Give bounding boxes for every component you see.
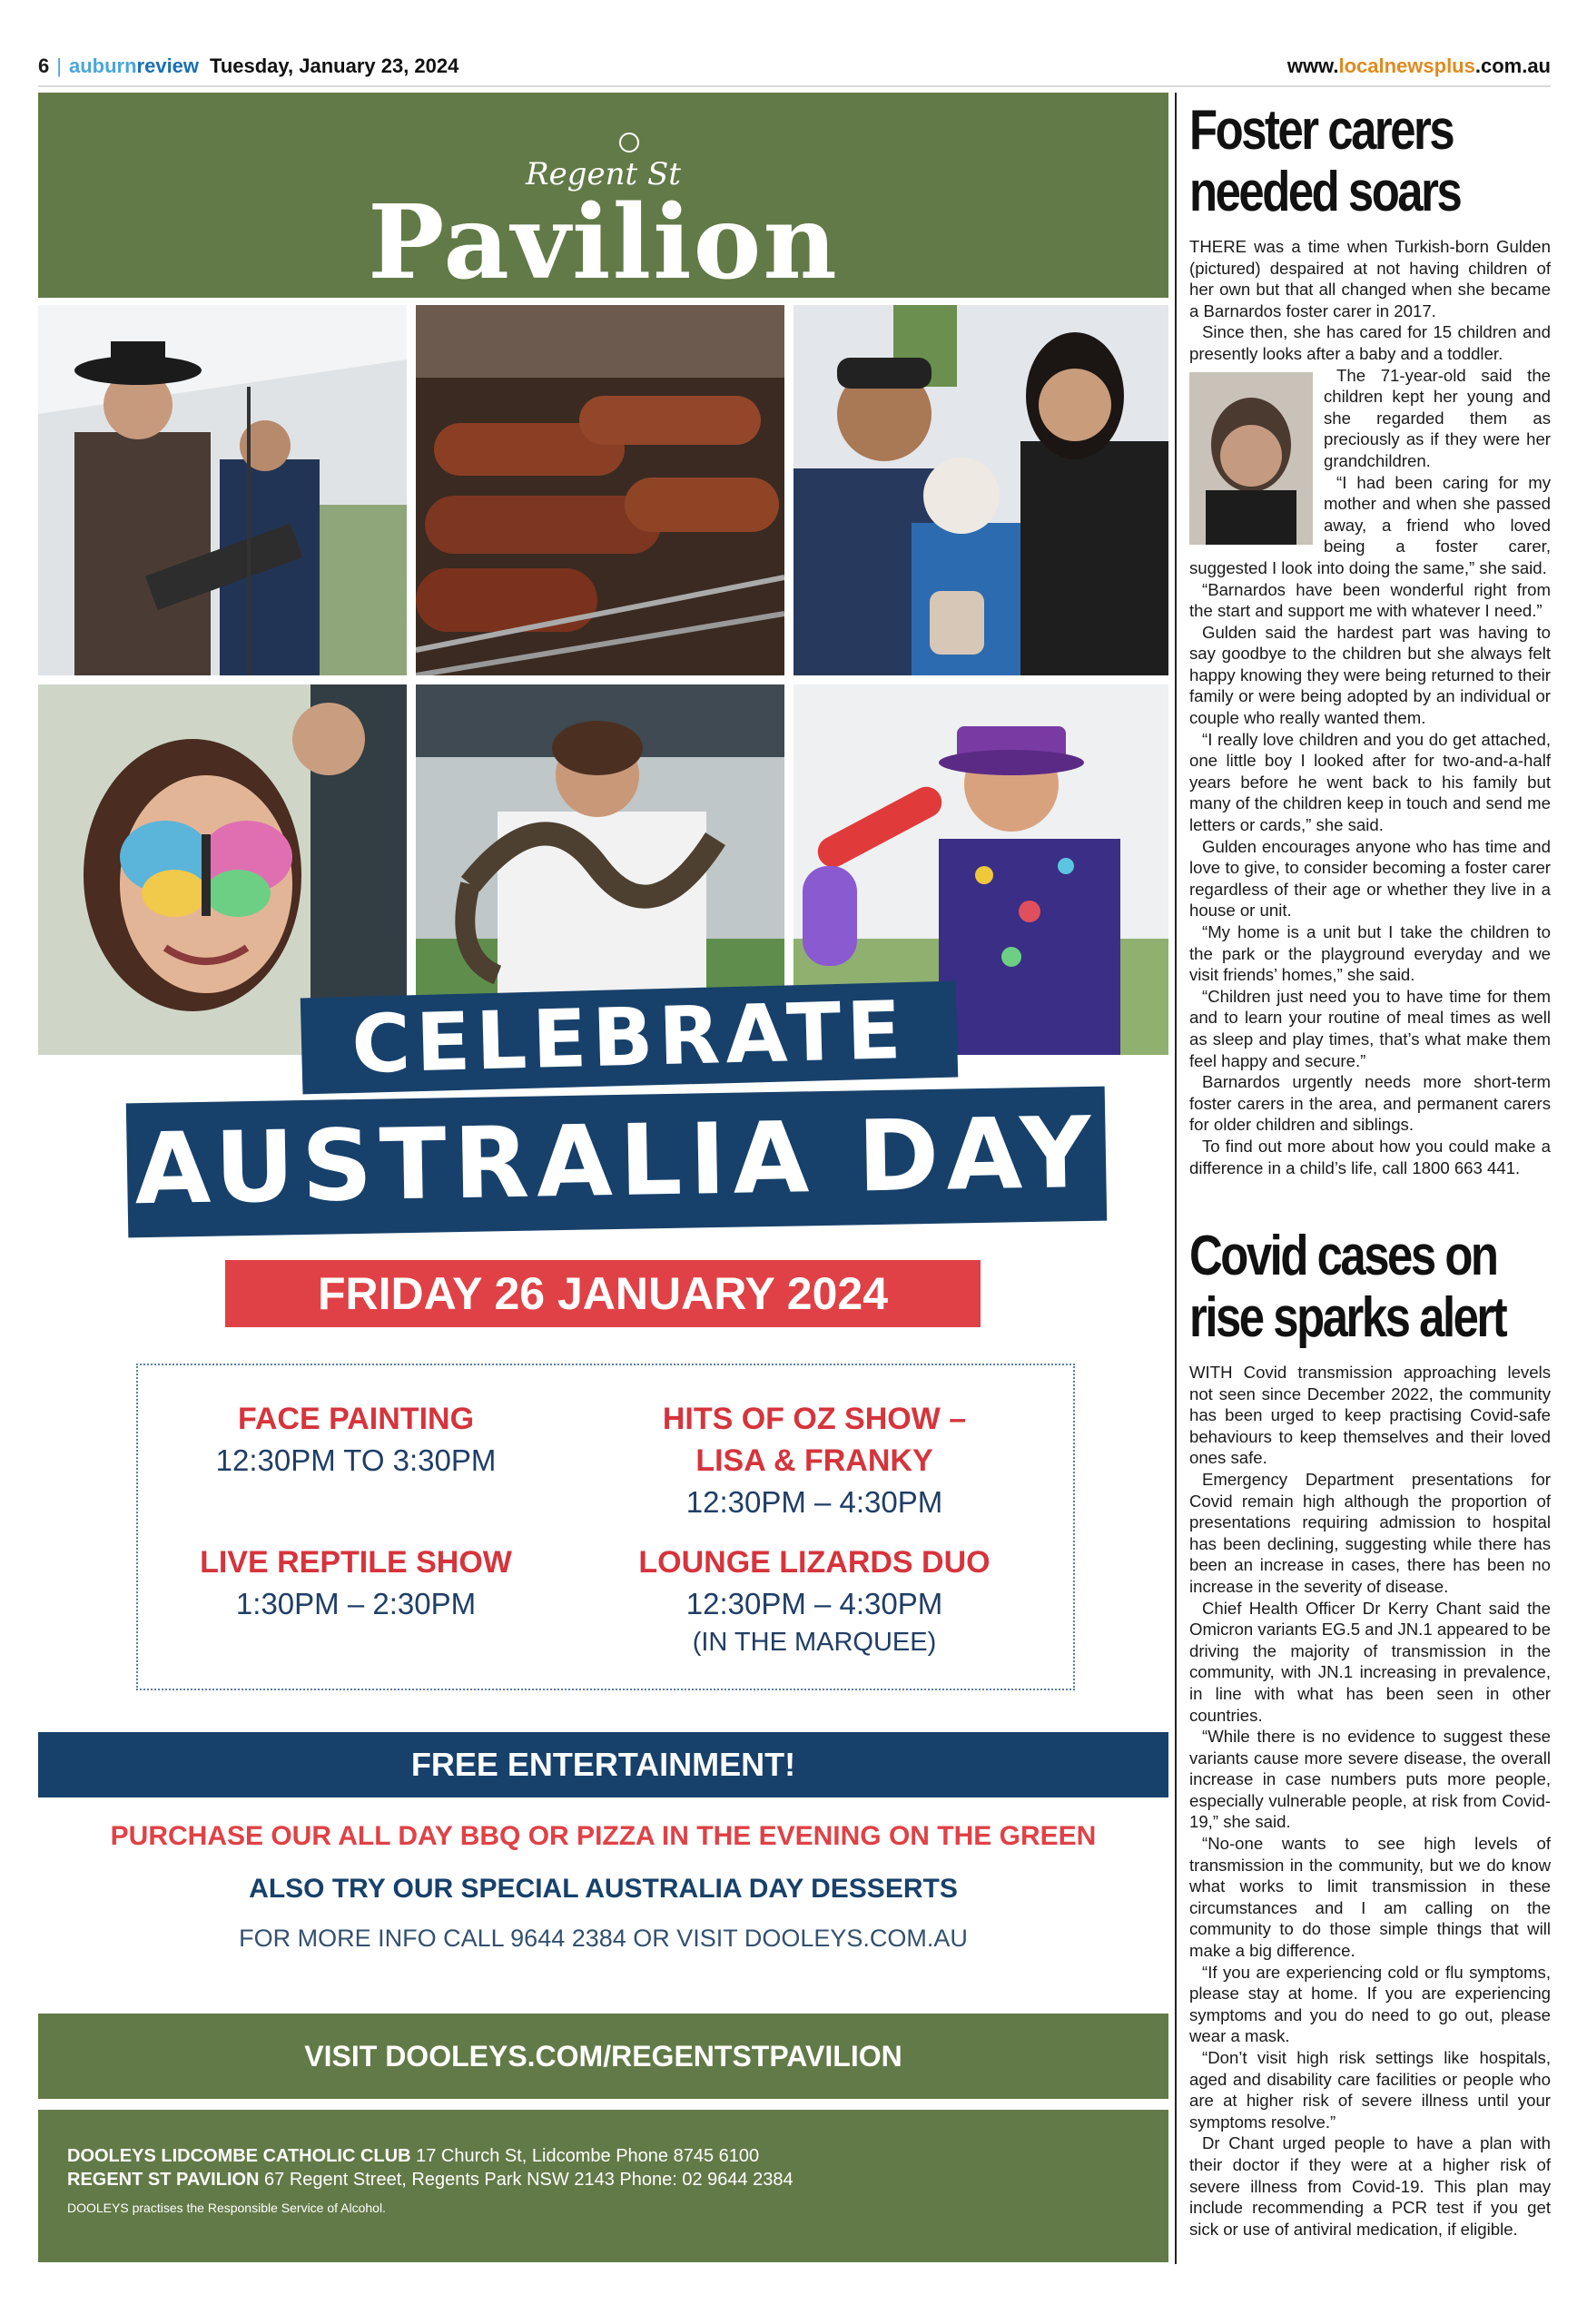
footer-club2 [67,2170,794,2191]
article-paragraph: “If you are experiencing cold or flu symptoms, please stay at home. If you are experiencing symptoms and you do need to go out, please wear a mask. [1189,1962,1551,2046]
event-face-painting [174,1398,537,1482]
club1-name: DOOLEYS LIDCOMBE CATHOLIC CLUB [67,2146,411,2166]
article-paragraph: Since then, she has cared for 15 children and presently looks after a baby and a toddler. [1189,322,1551,363]
article-paragraph: “While there is no evidence to suggest these variants cause more severe disease, the overall increase in case numbers puts more people, especially vulnerable people, at risk from Covid-19,” she said. [1189,1727,1551,1832]
advert-logo-banner [38,93,1168,302]
club2-name: REGENT ST PAVILION [67,2170,260,2190]
column-divider [1175,93,1177,2264]
article-paragraph: Chief Health Officer Dr Kerry Chant said the Omicron variants EG.5 and JN.1 appeared to be driving the majority of transmission in the community, with JN.1 increasing in prevalence, in line with what has been seen in other countries. [1189,1598,1551,1725]
event-lounge-lizards [592,1541,1037,1659]
publication-name-part2: review [136,54,200,77]
website-suffix: .com.au [1474,54,1551,77]
event-live-reptile-show [174,1541,537,1625]
article-paragraph: Gulden said the hardest part was having to say goodbye to the children but she always felt happy knowing they were being returned to their family or were being adopted by an individual or couple who really wanted them. [1189,622,1551,728]
website-highlight: localnewsplus [1338,54,1475,77]
club2-details: 67 Regent Street, Regents Park NSW 2143 Phone: 02 9644 2384 [259,2170,794,2190]
event-time: 12:30PM TO 3:30PM [215,1443,497,1477]
celebrate-headline: CELEBRATE [350,983,908,1091]
promo-contact: FOR MORE INFO CALL 9644 2384 OR VISIT DOOLEYS.COM.AU [239,1925,968,1952]
article-paragraph: “Don’t visit high risk settings like hospitals, aged and disability care facilities or people who are at higher risk of severe illness until your symptoms resolve.” [1189,2048,1551,2132]
promo-desserts: ALSO TRY OUR SPECIAL AUSTRALIA DAY DESSERTS [249,1874,958,1904]
event-note: (IN THE MARQUEE) [692,1628,937,1657]
article-headline: Foster carers needed soars [1189,99,1461,223]
event-date-banner: FRIDAY 26 JANUARY 2024 [225,1260,981,1327]
photo-family [794,305,1168,675]
article-paragraph: “Barnardos have been wonderful right from the start and support me with whatever I need.” [1189,579,1551,621]
footer-rsa-notice: DOOLEYS practises the Responsible Service of Alcohol. [67,2201,386,2215]
photo-sausages [416,305,784,675]
event-title: FACE PAINTING [237,1402,475,1436]
article-foster-carers [1189,100,1551,1178]
page-number: 6 [38,54,50,77]
article-paragraph: WITH Covid transmission approaching levels not seen since December 2022, the community has been urged to keep practising Covid-safe behaviours to keep themselves and their loved ones safe. [1189,1363,1551,1468]
event-title-line2: LISA & FRANKY [695,1443,933,1478]
article-paragraph: “Children just need you to have time for them and to learn your routine of meal times as well as sleep and play times, that’s what make them feel happy and secure.” [1189,986,1551,1070]
article-paragraph: THERE was a time when Turkish-born Gulden (pictured) despaired at not having children of her own but that all changed when she became a Barnardos foster carer in 2017. [1189,237,1551,320]
event-title: LIVE REPTILE SHOW [200,1545,512,1580]
event-time: 12:30PM – 4:30PM [685,1485,943,1519]
article-paragraph: “My home is a unit but I take the children to the park or the playground everyday and we visit friends’ homes,” she said. [1189,922,1551,985]
photo-musicians [38,305,407,675]
article-paragraph: Dr Chant urged people to have a plan with their doctor if they were at a higher risk of severe illness from Covid-19. This plan may include recommending a PCR test if you get sick or use of antiviral medication, if eligible. [1189,2133,1551,2239]
australia-day-headline: AUSTRALIA DAY [133,1096,1099,1227]
article-body [1189,236,1551,1178]
header-left: 6 | auburnreview Tuesday, January 23, 2024 [38,54,459,77]
event-title: HITS OF OZ SHOW – [662,1402,967,1436]
article-paragraph: “I had been caring for my mother and when she passed away, a friend who loved being a foster carer, suggested I look into doing the same,” she said. [1189,472,1551,577]
article-covid-cases [1189,1226,1551,2240]
event-time: 12:30PM – 4:30PM [685,1587,943,1620]
publication-name-part1: auburn [68,54,137,77]
article-paragraph: “I really love children and you do get attached, one little boy I looked after for two-and-a-half years before he went back to his family but many of the children keep in touch and send me letters or cards,” she said. [1189,729,1551,835]
gulden-portrait-photo [1189,372,1313,545]
logo-name: Pavilion [368,183,839,302]
page-header [38,53,1551,87]
website-prefix: www. [1286,54,1339,77]
article-paragraph: Barnardos urgently needs more short-term foster carers in the area, and permanent carers for older children and siblings. [1189,1072,1551,1135]
event-title: LOUNGE LIZARDS DUO [638,1545,991,1580]
australia-day-advert [38,93,1168,2262]
event-schedule [136,1364,1075,1690]
article-paragraph: “No-one wants to see high levels of transmission in the community, but we do know what works to limit transmission in these circumstances and I am calling on the community to do those simple things that will make a big difference. [1189,1834,1551,1961]
visit-website-link[interactable]: VISIT DOOLEYS.COM/REGENTSTPAVILION [38,2014,1168,2099]
website-link[interactable] [1287,54,1551,78]
event-time: 1:30PM – 2:30PM [235,1587,477,1620]
logo-ring-icon [619,133,639,153]
article-paragraph: Emergency Department presentations for Covid remain high although the proportion of presentations requiring admission to hospital has been declining, suggesting while there has been an increase in cases, there has been no increase in the severity of disease. [1189,1469,1551,1596]
article-paragraph: Gulden encourages anyone who has time and love to give, to consider becoming a foster carer regardless of their age or whether they live in a house or unit. [1189,836,1551,921]
article-paragraph: The 71-year-old said the children kept her young and she regarded them as preciously as if they were her grandchildren. [1324,365,1551,470]
event-hits-of-oz [592,1398,1037,1523]
advert-footer [38,2110,1168,2262]
club1-details: 17 Church St, Lidcombe Phone 8745 6100 [410,2146,760,2166]
article-body [1189,1362,1551,2240]
footer-club1 [67,2146,759,2167]
issue-date: Tuesday, January 23, 2024 [210,54,459,77]
promo-bbq-pizza: PURCHASE OUR ALL DAY BBQ OR PIZZA IN THE EVENING ON THE GREEN [110,1821,1097,1851]
logo-script-text: Regent St [526,156,681,192]
article-paragraph: To find out more about how you could make a difference in a child’s life, call 1800 663 441. [1189,1136,1551,1177]
free-entertainment-banner: FREE ENTERTAINMENT! [38,1732,1168,1797]
article-headline: Covid cases on rise sparks alert [1189,1225,1506,1349]
